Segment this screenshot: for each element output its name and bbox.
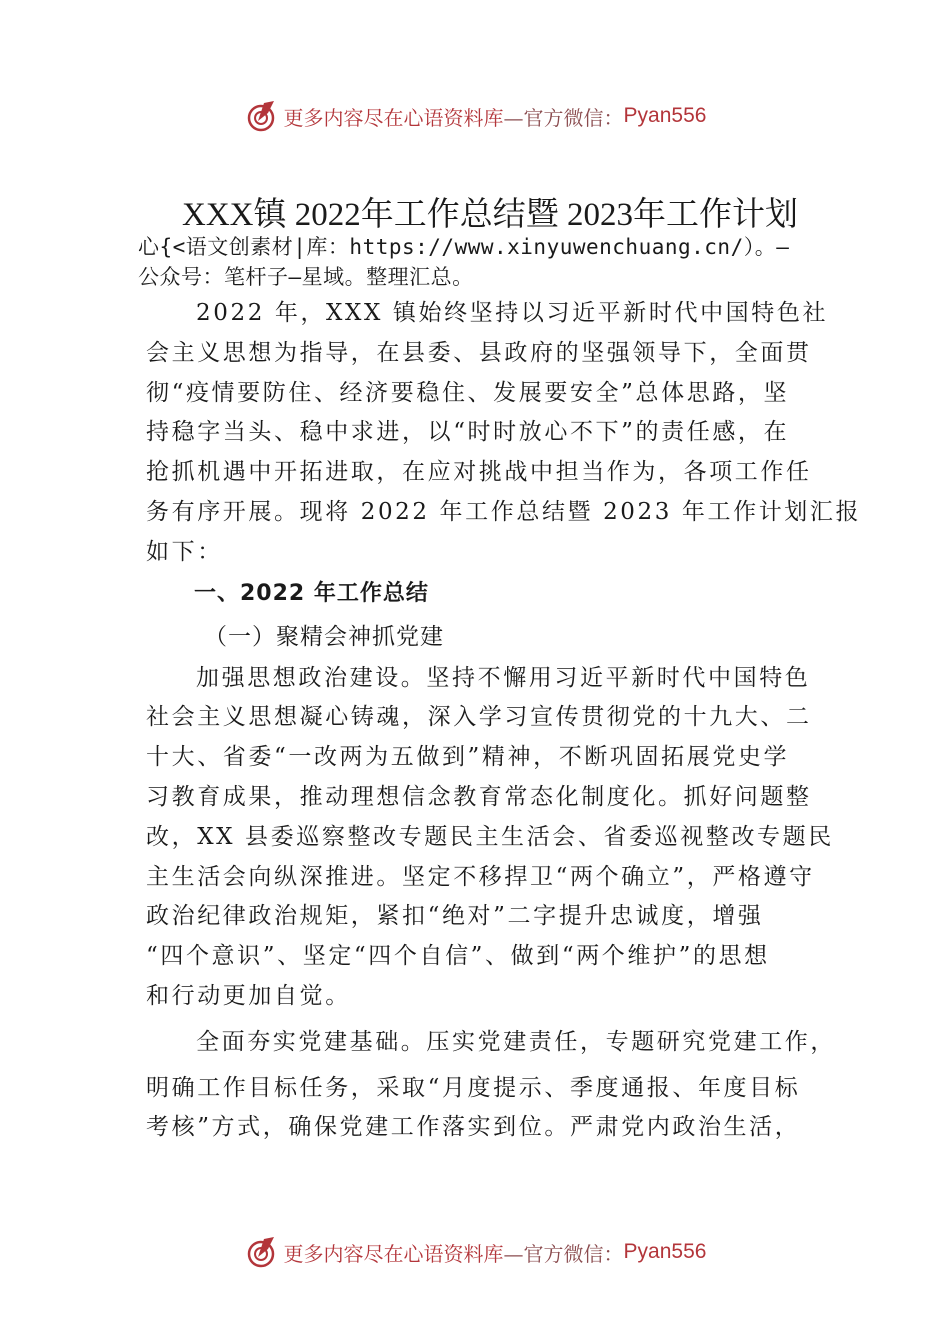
paragraph-line: 十大、省委“一改两为五做到”精神，不断巩固拓展党史学: [146, 744, 790, 771]
paragraph-line: 考核”方式，确保党建工作落实到位。严肃党内政治生活，: [146, 1114, 801, 1141]
pen-seal-logo-icon: [244, 1235, 278, 1269]
intro-line: 彻“疫情要防住、经济要稳住、发展要安全”总体思路，坚: [146, 379, 790, 406]
banner-wechat-id: Pyan556: [623, 1240, 707, 1263]
intro-line: 会主义思想为指导，在县委、县政府的坚强领导下，全面贯: [146, 339, 812, 366]
paragraph-line: “四个意识”、坚定“四个自信”、做到“两个维护”的思想: [146, 943, 770, 970]
header-watermark-banner: [0, 96, 950, 136]
paragraph-line: 和行动更加自觉。: [146, 982, 351, 1009]
banner-wechat-id: Pyan556: [623, 104, 707, 127]
banner-site-text: 更多内容尽在心语资料库: [283, 105, 504, 130]
document-body: [138, 232, 862, 1148]
paragraph-line: 改，XX 县委巡察整改专题民主生活会、省委巡视整改专题民: [146, 823, 834, 850]
source-line: 心{<语文创素材|库：https://www.xinyuwenchuang.cn/）。—: [138, 235, 790, 259]
paragraph-line: 主生活会向纵深推进。坚定不移捍卫“两个确立”，严格遵守: [146, 863, 815, 890]
banner-wechat-label: —官方微信：: [503, 1241, 624, 1266]
intro-line: 持稳字当头、稳中求进，以“时时放心不下”的责任感，在: [146, 419, 790, 446]
intro-line: 如下：: [146, 538, 223, 565]
paragraph-line: 明确工作目标任务，采取“月度提示、季度通报、年度目标: [146, 1074, 801, 1101]
paragraph-line: 习教育成果，推动理想信念教育常态化制度化。抓好问题整: [146, 783, 812, 810]
banner-wechat-label: —官方微信：: [503, 105, 624, 130]
section-heading: 一、2022 年工作总结: [194, 580, 429, 606]
document-title: XXX镇 2022年工作总结暨 2023年工作计划: [182, 197, 798, 233]
banner-site-text: 更多内容尽在心语资料库: [283, 1241, 504, 1266]
pen-seal-logo-icon: [244, 99, 278, 133]
intro-line: 务有序开展。现将 2022 年工作总结暨 2023 年工作计划汇报: [146, 498, 862, 525]
paragraph-line: 政治纪律政治规矩，紧扣“绝对”二字提升忠诚度，增强: [146, 903, 764, 930]
subsection-heading: （一）聚精会神抓党建: [204, 623, 444, 650]
paragraph-line: 加强思想政治建设。坚持不懈用习近平新时代中国特色: [196, 664, 811, 691]
paragraph-line: 全面夯实党建基础。压实党建责任，专题研究党建工作，: [196, 1028, 836, 1055]
footer-watermark-banner: [0, 1232, 950, 1272]
intro-line: 2022 年，XXX 镇始终坚持以习近平新时代中国特色社: [196, 300, 829, 326]
source-line: 公众号：笔杆子—星域。整理汇总。: [138, 265, 474, 289]
paragraph-line: 社会主义思想凝心铸魂，深入学习宣传贯彻党的十九大、二: [146, 704, 812, 731]
intro-line: 抢抓机遇中开拓进取，在应对挑战中担当作为，各项工作任: [146, 459, 812, 486]
